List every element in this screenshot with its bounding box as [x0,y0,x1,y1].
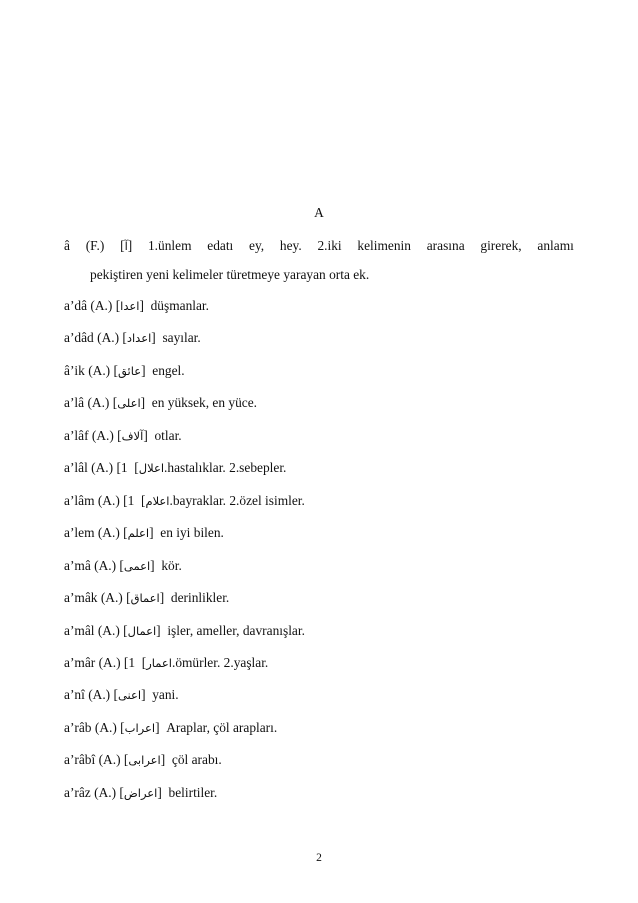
entry-source: (A.) [91,427,114,443]
entry-source: (A.) [98,752,121,768]
entry-definition: belirtiler. [168,784,218,800]
definition-word: girerek, [480,238,522,253]
dictionary-entry: a’mâr (A.) [ اعمار] 1.ömürler. 2.yaşlar. [64,654,269,670]
entry-continuation: pekiştiren yeni kelimeler türetmeye yarayan orta ek. [90,267,370,282]
entry-definition: en yüksek, en yüce. [151,395,258,411]
dictionary-entry: a’dâ (A.) [اعدا] düşmanlar. [64,298,209,313]
entry-source: (A.) [94,719,117,735]
entry-source: (A.) [87,395,110,411]
entry-term: a’nî [64,687,85,703]
entry-arabic: اعماق [130,591,160,606]
entry-term: a’lem [64,525,95,541]
entry-arabic: اعلام [145,493,170,508]
entry-source: (A.) [88,362,111,378]
entry-term: a’mâk [64,590,98,606]
entry-source: (A.) [90,298,113,313]
entry-arabic: عائق [117,363,142,378]
definition-word: ey, [249,238,265,253]
dictionary-entry: â’ik (A.) [عائق] engel. [64,362,185,378]
entry-definition: 1.hastalıklar. 2.sebepler. [120,460,287,476]
entry-arabic: اعمار [146,655,172,670]
entry-arabic: اعلى [117,396,141,411]
entry-arabic: اعلم [127,526,150,541]
dictionary-entry: a’mâ (A.) [اعمى] kör. [64,557,182,573]
entry-source: (A.) [98,654,121,670]
dictionary-entry: a’râz (A.) [اعراض] belirtiler. [64,784,218,800]
definition-word: 1.ünlem [147,238,192,253]
entry-arabic: اعمى [123,558,151,573]
dictionary-entry: a’lem (A.) [اعلم] en iyi bilen. [64,525,224,541]
entry-first-line [64,237,574,255]
entry-definition: Araplar, çöl arapları. [166,719,278,735]
entry-arabic: اعراض [123,785,158,800]
dictionary-entry: a’râb (A.) [اعراب] Araplar, çöl arapları. [64,719,278,735]
dictionary-entry: a’dâd (A.) [اعداد] sayılar. [64,330,201,346]
entry-definition: kör. [161,557,182,573]
entry-arabic-wrap: [آ] [120,238,133,253]
dictionary-entry: a’râbî (A.) [اعرابى] çöl arabı. [64,752,222,768]
definition-word: kelimenin [357,238,411,253]
entry-definition: düşmanlar. [150,298,209,313]
entry-arabic: اعرابى [128,753,161,768]
entry-term: a’râbî [64,752,96,768]
dictionary-entry: a’mâk (A.) [اعماق] derinlikler. [64,590,230,606]
entry-definition: çöl arabı. [171,752,222,768]
entry-arabic: اعراب [124,720,156,735]
dictionary-entry: a’lâm (A.) [ اعلام] 1.bayraklar. 2.özel isimler. [64,492,305,508]
page-number: 2 [316,852,322,864]
entry-definition: 1.ömürler. 2.yaşlar. [128,654,269,670]
entry-source: (A.) [97,492,120,508]
dictionary-entry: a’lâl (A.) [ اعلال] 1.hastalıklar. 2.sebepler. [64,460,287,476]
entry-term: a’lâf [64,427,89,443]
entry-term: a’mâ [64,557,91,573]
entry-arabic: اعداد [126,331,152,346]
entry-term: a’mâl [64,622,95,638]
definition-word: edatı [207,238,234,253]
dictionary-entry: a’nî (A.) [اعنى] yani. [64,687,179,703]
entry-definition: yani. [152,687,179,703]
entry-source: (A.) [100,590,123,606]
definition-word: 2.iki [317,238,342,253]
entry-definition: sayılar. [162,330,201,346]
entry-term: â’ik [64,362,85,378]
section-heading: A [314,205,324,220]
entry-definition: işler, ameller, davranışlar. [167,622,305,638]
entry-source: (A.) [91,460,114,476]
entry-source: (A.) [88,687,111,703]
entry-source: (A.) [97,330,120,346]
entry-source: (A.) [97,622,120,638]
dictionary-entry: a’lâf (A.) [آلاف] otlar. [64,427,182,443]
dictionary-entry: a’mâl (A.) [اعمال] işler, ameller, davranışlar. [64,622,305,638]
entry-source: (A.) [97,525,120,541]
entry-definition: 1.bayraklar. 2.özel isimler. [127,492,305,508]
entry-term: â [64,238,70,253]
entry-source: (F.) [85,238,105,253]
dictionary-entry-first [64,237,574,284]
entry-arabic: اعنى [117,688,142,703]
entry-arabic: آ [124,239,128,253]
entry-term: a’lâl [64,460,88,476]
entry-definition: derinlikler. [170,590,230,606]
entry-term: a’mâr [64,654,96,670]
entry-source: (A.) [94,784,117,800]
definition-word: hey. [279,238,302,253]
entry-source: (A.) [94,557,117,573]
entry-arabic: اعمال [127,623,157,638]
entry-definition: en iyi bilen. [160,525,224,541]
entry-term: a’lâm [64,492,95,508]
dictionary-entry: a’lâ (A.) [اعلى] en yüksek, en yüce. [64,395,258,411]
entry-term: a’râb [64,719,92,735]
entry-arabic: اعدا [120,299,140,313]
entry-definition: otlar. [154,427,182,443]
entry-arabic: اعلال [138,461,165,476]
entry-arabic: آلاف [121,428,144,443]
definition-word: anlamı [537,238,574,253]
entry-term: a’dâ [64,298,88,313]
definition-word: arasına [426,238,465,253]
entry-definition: engel. [152,362,185,378]
entry-term: a’lâ [64,395,85,411]
entry-term: a’dâd [64,330,94,346]
entry-term: a’râz [64,784,91,800]
